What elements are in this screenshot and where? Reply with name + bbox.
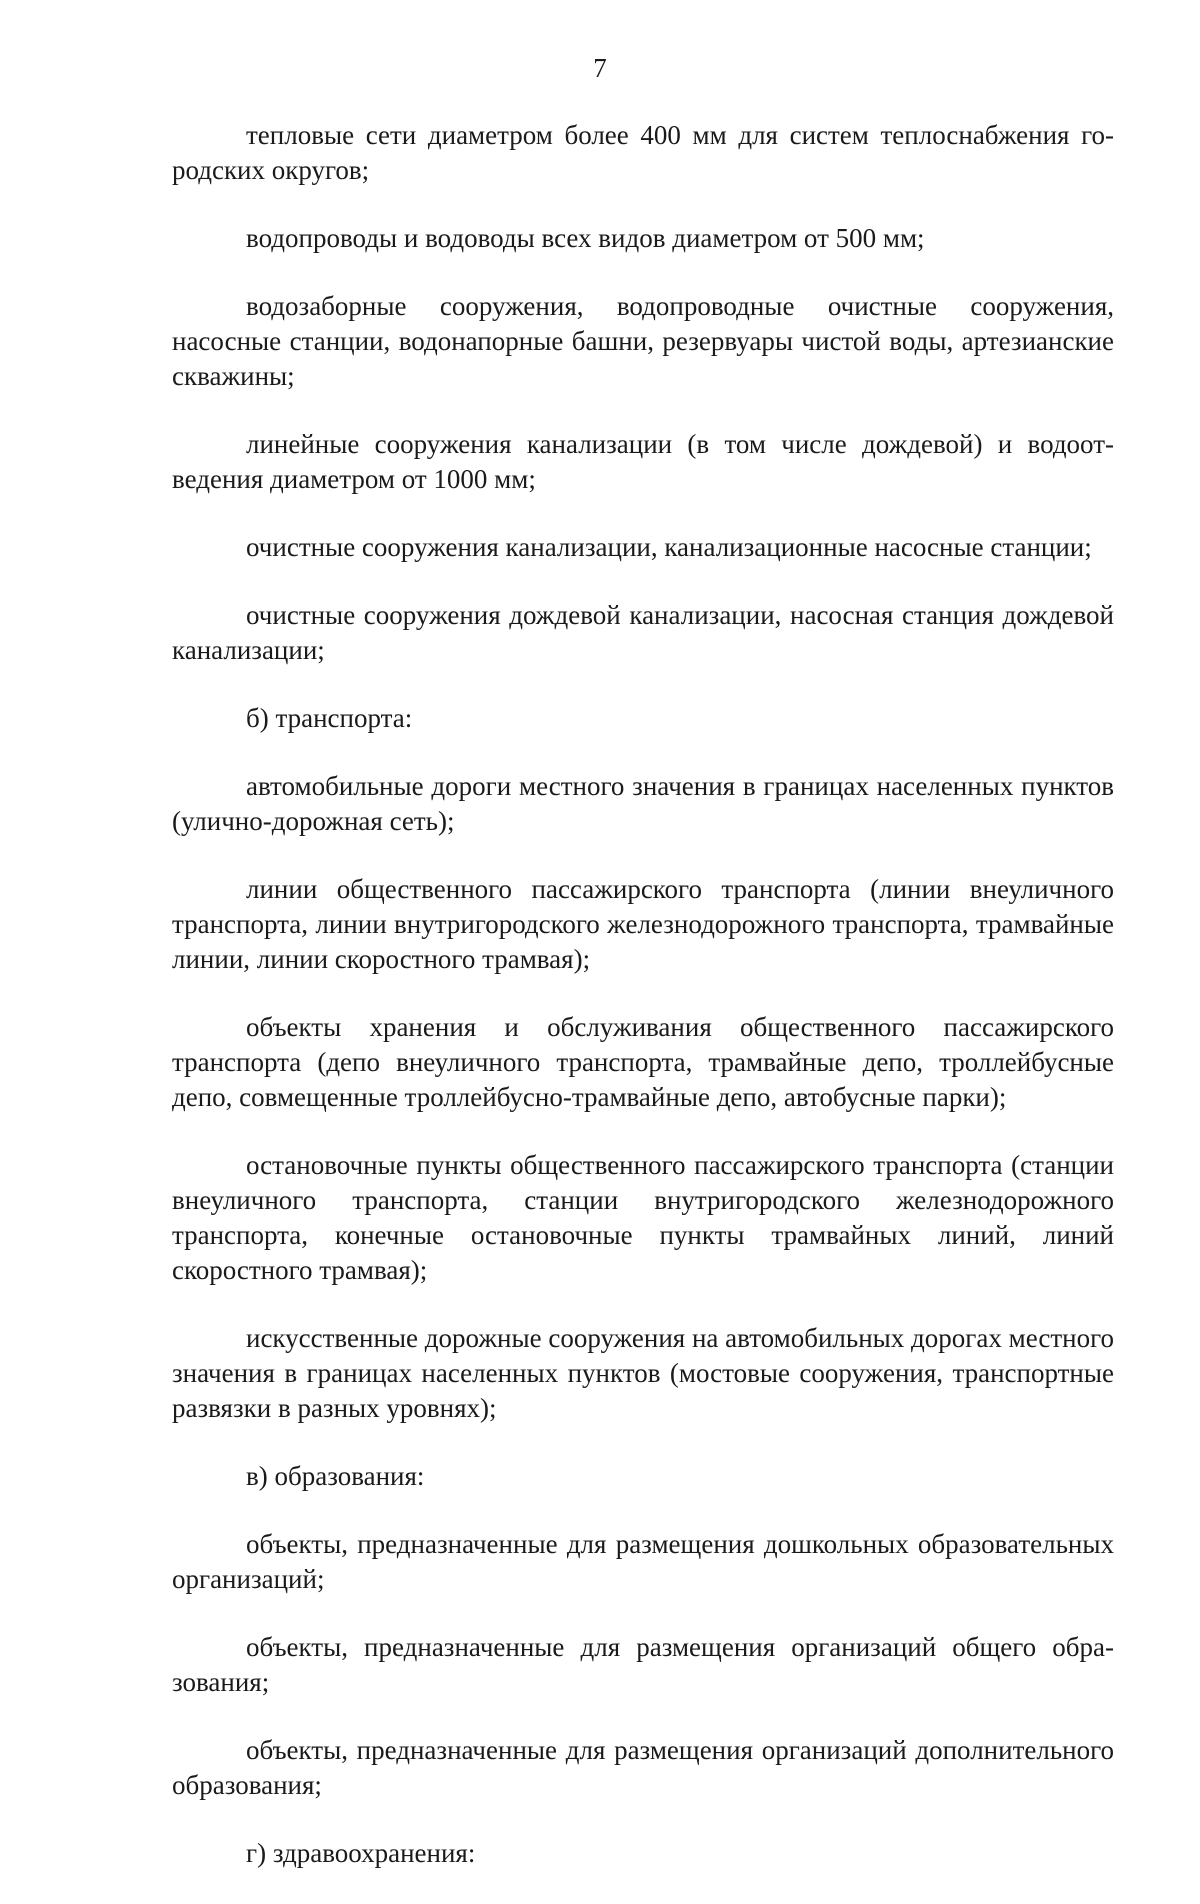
list-item: объекты, предназначенные для размещения дошкольных образовательных организаций; [172, 1529, 1114, 1594]
list-item: тепловые сети диаметром более 400 мм для систем теплоснабжения городских округов; [172, 120, 1114, 185]
list-item: линейные сооружения канализации (в том числе дождевой) и водоотведения диаметром от 1000 мм; [172, 429, 1114, 494]
list-item: очистные сооружения дождевой канализации, насосная станция дождевой канализации; [172, 600, 1114, 665]
list-item: очистные сооружения канализации, канализационные насосные станции; [246, 532, 1092, 562]
section-heading-healthcare: г) здравоохранения: [246, 1838, 476, 1868]
page-number: 7 [593, 53, 607, 83]
list-item: водозаборные сооружения, водопроводные очистные сооружения, насосные станции, водонапорные башни, резервуары чистой воды, артезианские скважины; [172, 291, 1114, 391]
section-heading-transport: б) транспорта: [246, 703, 413, 733]
list-item: объекты, предназначенные для размещения организаций общего образования; [172, 1632, 1114, 1697]
list-item: водопроводы и водоводы всех видов диаметром от 500 мм; [246, 223, 925, 253]
list-item: остановочные пункты общественного пассажирского транспорта (станции внеуличного транспорта, станции внутригородского железнодорожного транспорта, конечные остановочные пункты трамвайных линий, линий скоростного трамвая); [172, 1150, 1114, 1285]
list-item: автомобильные дороги местного значения в границах населенных пунктов (улично-дорожная сеть); [172, 771, 1114, 836]
list-item: искусственные дорожные сооружения на автомобильных дорогах местного значения в границах населенных пунктов (мостовые сооружения, транспортные развязки в разных уровнях); [172, 1323, 1114, 1423]
list-item: объекты хранения и обслуживания общественного пассажирского транспорта (депо внеуличного транспорта, трамвайные депо, троллейбусные депо, совмещенные троллейбусно-трамвайные депо, автобусные парки); [172, 1012, 1114, 1112]
list-item: линии общественного пассажирского транспорта (линии внеуличного транспорта, линии внутригородского железнодорожного транспорта, трамвайные линии, линии скоростного трамвая); [172, 874, 1114, 974]
section-heading-education: в) образования: [246, 1461, 425, 1491]
document-body [172, 118, 1114, 1904]
list-item: объекты, предназначенные для размещения организаций дополнительного образования; [172, 1735, 1114, 1800]
